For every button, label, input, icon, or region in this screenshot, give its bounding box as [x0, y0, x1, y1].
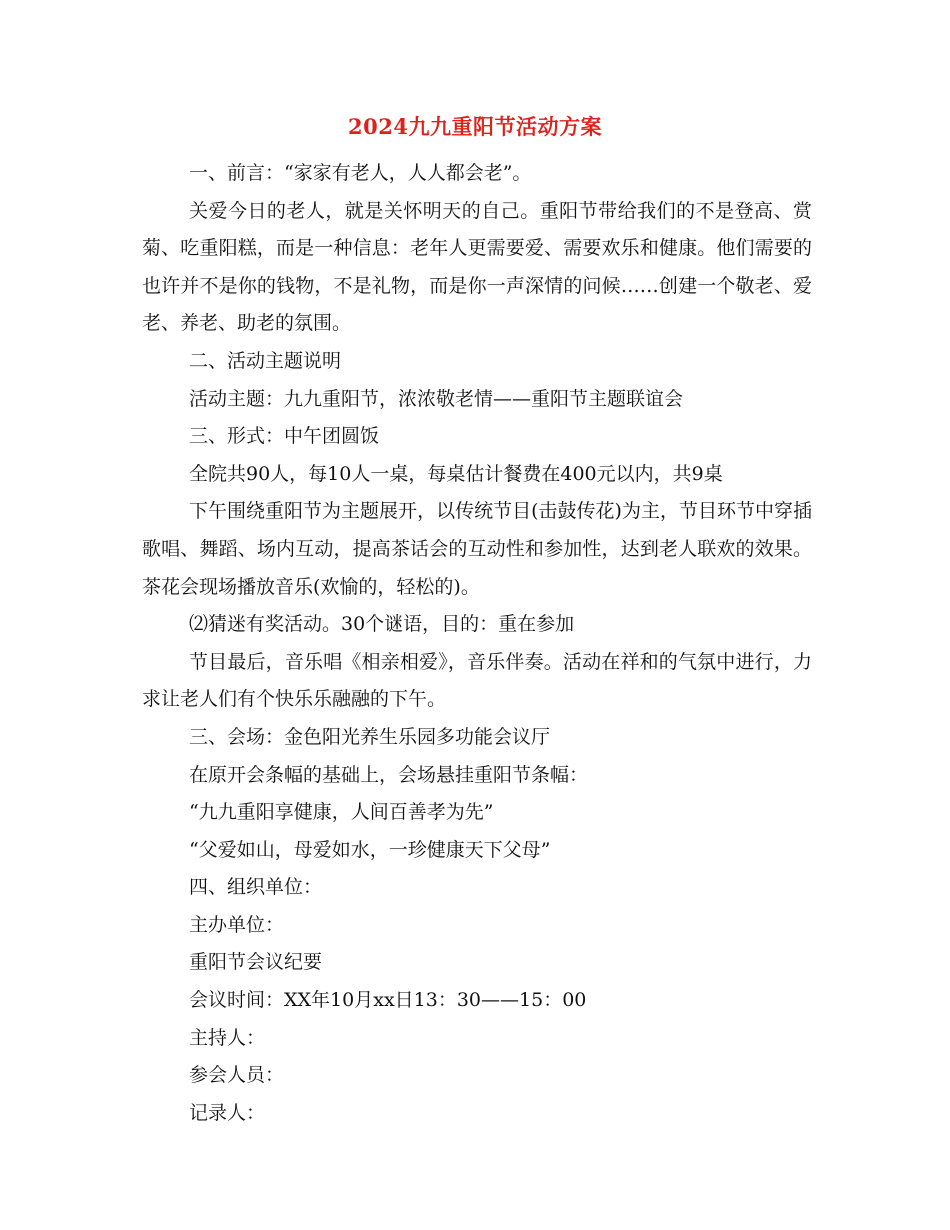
paragraph-theme: 活动主题：九九重阳节，浓浓敬老情——重阳节主题联谊会	[189, 387, 684, 410]
paragraph-banner-intro: 在原开会条幅的基础上，会场悬挂重阳节条幅：	[189, 763, 589, 786]
paragraph-intro: 关爱今日的老人，就是关怀明天的自己。重阳节带给我们的不是登高、赏菊、吃重阳糕，而是一种信息：老年人更需要爱、需要欢乐和健康。他们需要的也许并不是你的钱物，不是礼物，而是你一声深情的问候……创建一个敬老、爱老、养老、助老的氛围。	[142, 199, 812, 335]
paragraph-attendees: 参会人员：	[189, 1064, 285, 1087]
paragraph-riddles: ⑵猜迷有奖活动。30个谜语，目的：重在参加	[189, 613, 575, 636]
paragraph-host-unit: 主办单位：	[189, 913, 285, 936]
paragraph-format-heading: 三、形式：中午团圆饭	[189, 425, 380, 448]
paragraph-preface: 一、前言：“家家有老人，人人都会老”。	[189, 162, 532, 184]
paragraph-banner-1: “九九重阳享健康，人间百善孝为先”	[189, 801, 494, 824]
paragraph-venue-heading: 三、会场：金色阳光养生乐园多功能会议厅	[189, 725, 551, 748]
paragraph-recorder: 记录人：	[189, 1101, 266, 1124]
paragraph-theme-heading: 二、活动主题说明	[189, 349, 342, 372]
document-title: 2024九九重阳节活动方案	[348, 114, 602, 139]
paragraph-lunch: 全院共90人，每10人一桌，每桌估计餐费在400元以内，共9桌	[189, 462, 723, 485]
paragraph-moderator: 主持人：	[189, 1026, 266, 1049]
document-body	[142, 155, 812, 1132]
paragraph-afternoon: 下午围绕重阳节为主题展开，以传统节目(击鼓传花)为主，节目环节中穿插歌唱、舞蹈、场内互动，提高茶话会的互动性和参加性，达到老人联欢的效果。茶花会现场播放音乐(欢愉的，轻松的)。	[142, 500, 812, 598]
paragraph-banner-2: “父爱如山，母爱如水，一珍健康天下父母”	[189, 838, 551, 861]
paragraph-organizer-heading: 四、组织单位：	[189, 876, 323, 899]
paragraph-meeting-time: 会议时间：XX年10月xx日13：30——15：00	[189, 989, 587, 1012]
paragraph-minutes-heading: 重阳节会议纪要	[189, 951, 323, 974]
paragraph-finale: 节目最后，音乐唱《相亲相爱》，音乐伴奏。活动在祥和的气氛中进行，力求让老人们有个快乐乐融融的下午。	[142, 650, 812, 711]
